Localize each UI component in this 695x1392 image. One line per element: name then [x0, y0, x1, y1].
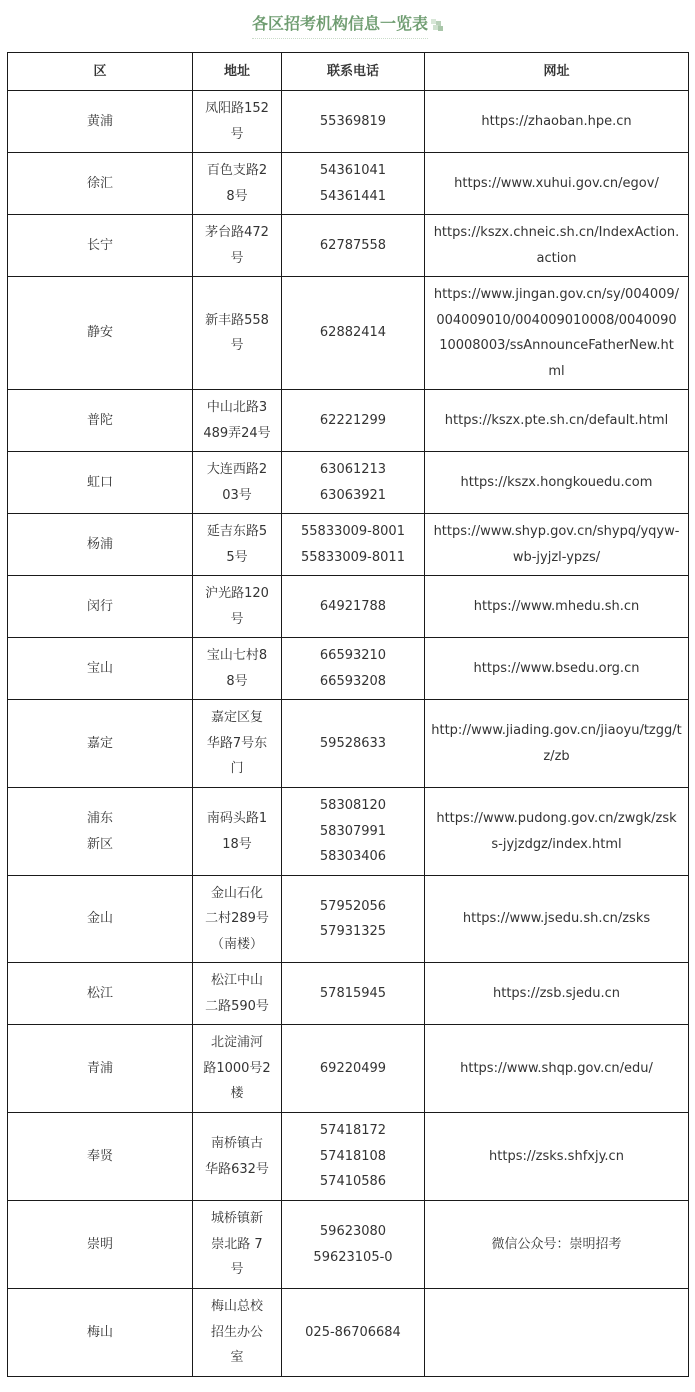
cell-phone-line: 58303406 — [319, 849, 387, 865]
cell-address-line: 489弄24号 — [203, 425, 271, 441]
cell-phone — [282, 576, 425, 638]
cell-district — [8, 452, 193, 514]
cell-district-line: 新区 — [86, 836, 113, 852]
cell-address-line: 号 — [230, 1262, 244, 1278]
cell-phone — [282, 390, 425, 452]
table-row — [8, 700, 689, 788]
cell-address-line: 沪光路120 — [205, 586, 269, 601]
cell-address — [193, 91, 282, 153]
table-row — [8, 91, 689, 153]
cell-address-line: 南码头路1 — [206, 811, 268, 826]
cell-website-line[interactable]: https://kszx.hongkouedu.com — [460, 474, 653, 490]
cell-address — [193, 153, 282, 215]
cell-address-line: 8号 — [226, 673, 248, 689]
cell-address-line: 大连西路2 — [206, 462, 268, 477]
cell-phone-line: 62221299 — [319, 412, 387, 428]
cell-website-line[interactable]: https://www.xuhui.gov.cn/egov/ — [454, 175, 659, 191]
cell-address-line: 茅台路472 — [205, 225, 269, 240]
cell-address — [193, 700, 282, 788]
cell-address-line: 5号 — [226, 549, 248, 565]
cell-phone-line: 66593208 — [319, 673, 387, 689]
header-address: 地址 — [193, 53, 282, 91]
cell-phone-line: 55833009-8011 — [301, 549, 405, 565]
cell-website-line[interactable]: https://www.pudong.gov.cn/zwgk/zsk — [436, 811, 677, 826]
cell-website[interactable] — [425, 638, 689, 700]
cell-district-line: 奉贤 — [86, 1148, 113, 1164]
cell-phone — [282, 788, 425, 876]
cell-website-line[interactable]: s-jyjzdgz/index.html — [491, 836, 622, 852]
cell-address-line: （南楼） — [210, 936, 263, 952]
cell-address-line: 号 — [230, 126, 244, 142]
cell-address — [193, 1025, 282, 1113]
cell-website[interactable] — [425, 1113, 689, 1201]
cell-phone-line: 57410586 — [319, 1174, 387, 1190]
cell-phone — [282, 215, 425, 277]
cell-address-line: 03号 — [222, 487, 252, 503]
cell-address-line: 门 — [230, 761, 244, 777]
cell-website-line[interactable]: 10008003/ssAnnounceFatherNew.ht — [439, 338, 674, 353]
cell-district-line: 松江 — [86, 985, 113, 1001]
header-district: 区 — [8, 53, 193, 91]
cell-address — [193, 638, 282, 700]
cell-district — [8, 390, 193, 452]
cell-district — [8, 1113, 193, 1201]
cell-district-line: 静安 — [86, 325, 113, 341]
cell-address-line: 二村289号 — [205, 911, 269, 927]
cell-phone-line: 57952056 — [319, 898, 387, 914]
cell-address-line: 号 — [230, 250, 244, 266]
cell-district — [8, 277, 193, 390]
cell-district — [8, 576, 193, 638]
cell-district — [8, 91, 193, 153]
cell-address-line: 中山北路3 — [206, 400, 268, 415]
cell-address-line: 嘉定区复 — [210, 710, 263, 726]
table-header-row — [8, 53, 689, 91]
cell-phone-line: 55833009-8001 — [301, 524, 405, 539]
cell-phone-line: 55369819 — [319, 113, 387, 129]
cell-address-line: 梅山总校 — [210, 1299, 263, 1315]
cell-phone — [282, 1201, 425, 1289]
cell-address-line: 路1000号2 — [203, 1060, 271, 1076]
cell-address — [193, 514, 282, 576]
cell-district — [8, 1201, 193, 1289]
cell-website-line[interactable]: https://kszx.pte.sh.cn/default.html — [444, 412, 669, 428]
cell-website[interactable] — [425, 514, 689, 576]
cell-address — [193, 1289, 282, 1377]
cell-website-line[interactable]: wb-jyjzl-ypzs/ — [512, 549, 601, 565]
cell-district-line: 普陀 — [86, 412, 113, 428]
cell-website[interactable] — [425, 153, 689, 215]
cell-address — [193, 1113, 282, 1201]
institution-table — [7, 52, 689, 1377]
cell-website-line[interactable]: https://www.shqp.gov.cn/edu/ — [460, 1060, 653, 1076]
cell-phone-line: 025-86706684 — [305, 1324, 401, 1340]
cell-district-line: 金山 — [86, 911, 113, 927]
cell-address-line: 华路632号 — [205, 1161, 269, 1177]
cell-address-line: 新丰路558 — [205, 312, 269, 328]
cell-address — [193, 452, 282, 514]
table-row — [8, 638, 689, 700]
table-row — [8, 788, 689, 876]
cell-district — [8, 700, 193, 788]
cell-phone-line: 62882414 — [319, 325, 387, 341]
cell-website[interactable] — [425, 215, 689, 277]
cell-phone — [282, 876, 425, 963]
cell-website-line[interactable]: ml — [548, 363, 565, 379]
cell-website-line[interactable]: https://www.jsedu.sh.cn/zsks — [462, 911, 651, 927]
cell-address-line: 招生办公 — [210, 1324, 263, 1340]
cell-phone — [282, 963, 425, 1025]
cell-website-line[interactable]: https://kszx.chneic.sh.cn/IndexAction. — [433, 225, 680, 240]
cell-district-line: 虹口 — [86, 474, 113, 490]
cell-website-line[interactable]: https://zhaoban.hpe.cn — [481, 113, 632, 129]
cell-website-line[interactable]: 004009010/004009010008/0040090 — [436, 312, 677, 328]
cell-address — [193, 788, 282, 876]
cell-district-line: 浦东 — [86, 811, 113, 826]
header-website: 网址 — [425, 53, 689, 91]
cell-phone-line: 57418108 — [319, 1148, 387, 1164]
title-bar — [0, 0, 695, 46]
cell-address — [193, 1201, 282, 1289]
cell-address-line: 城桥镇新 — [210, 1211, 263, 1227]
cell-district — [8, 638, 193, 700]
cell-phone-line: 59623105-0 — [313, 1249, 393, 1265]
cell-address-line: 金山石化 — [210, 885, 263, 901]
cell-phone-line: 54361441 — [319, 188, 387, 204]
cell-district — [8, 1025, 193, 1113]
cell-phone — [282, 514, 425, 576]
cell-address-line: 二路590号 — [205, 998, 269, 1014]
cell-website[interactable] — [425, 277, 689, 390]
table-row — [8, 514, 689, 576]
cell-district-line: 黄浦 — [86, 113, 113, 129]
cell-address-line: 崇北路 7 — [211, 1236, 263, 1252]
cell-district — [8, 153, 193, 215]
cell-address — [193, 215, 282, 277]
cell-website-line[interactable]: https://www.shyp.gov.cn/shypq/yqyw- — [433, 524, 680, 539]
cell-website[interactable] — [425, 576, 689, 638]
cell-phone — [282, 452, 425, 514]
cell-website-line[interactable]: z/zb — [543, 748, 570, 764]
cell-phone-line: 57931325 — [319, 924, 387, 939]
cell-phone — [282, 91, 425, 153]
cell-district-line: 青浦 — [86, 1060, 113, 1076]
cell-address — [193, 963, 282, 1025]
cell-address-line: 南桥镇古 — [210, 1136, 263, 1151]
cell-phone — [282, 1113, 425, 1201]
table-row — [8, 876, 689, 963]
cell-district-line: 梅山 — [86, 1324, 113, 1340]
page-title: 各区招考机构信息一览表 — [252, 11, 428, 39]
table-row — [8, 452, 689, 514]
cell-phone-line: 57815945 — [319, 985, 387, 1001]
cell-address-line: 楼 — [230, 1086, 244, 1102]
table-row — [8, 277, 689, 390]
cell-phone — [282, 638, 425, 700]
cell-district-line: 嘉定 — [86, 735, 113, 751]
cell-district-line: 徐汇 — [86, 175, 113, 191]
cell-phone — [282, 1025, 425, 1113]
cell-district-line: 宝山 — [86, 660, 113, 676]
cell-website[interactable] — [425, 963, 689, 1025]
cell-phone — [282, 700, 425, 788]
cell-website-line[interactable]: https://zsks.shfxjy.cn — [489, 1148, 624, 1164]
cell-address — [193, 277, 282, 390]
cell-website-line[interactable]: action — [536, 250, 577, 266]
cell-website[interactable] — [425, 876, 689, 963]
table-row — [8, 215, 689, 277]
cell-phone-line: 69220499 — [319, 1060, 387, 1076]
cell-address-line: 室 — [230, 1350, 244, 1366]
cell-district-line: 闵行 — [86, 598, 113, 614]
cell-district — [8, 514, 193, 576]
cell-phone — [282, 153, 425, 215]
cell-address — [193, 390, 282, 452]
cell-address-line: 号 — [230, 611, 244, 627]
cell-phone-line: 59528633 — [319, 735, 387, 751]
cell-phone-line: 59623080 — [319, 1224, 387, 1239]
cell-address-line: 凤阳路152 — [205, 101, 269, 116]
header-phone: 联系电话 — [282, 53, 425, 91]
cell-phone-line: 62787558 — [319, 237, 387, 253]
table-row — [8, 576, 689, 638]
cell-website[interactable] — [425, 1025, 689, 1113]
cell-phone-line: 54361041 — [319, 163, 387, 178]
cell-website-line[interactable]: https://www.mhedu.sh.cn — [473, 598, 640, 614]
cell-address-line: 宝山七村8 — [206, 648, 268, 663]
cell-address-line: 华路7号东 — [206, 735, 268, 751]
cell-address-line: 北淀浦河 — [210, 1035, 263, 1051]
title-decoration-icon — [431, 19, 443, 31]
cell-phone-line: 58308120 — [319, 798, 387, 814]
cell-district-line: 杨浦 — [86, 536, 113, 552]
cell-phone-line: 64921788 — [319, 598, 387, 614]
cell-phone — [282, 1289, 425, 1377]
cell-website — [425, 1201, 689, 1289]
cell-address — [193, 576, 282, 638]
cell-district — [8, 215, 193, 277]
cell-website-line[interactable]: https://www.bsedu.org.cn — [473, 660, 640, 676]
table-row — [8, 963, 689, 1025]
cell-address-line: 延吉东路5 — [206, 524, 268, 539]
cell-website[interactable] — [425, 452, 689, 514]
cell-website[interactable] — [425, 700, 689, 788]
table-row — [8, 153, 689, 215]
cell-district — [8, 963, 193, 1025]
cell-website-line[interactable]: https://www.jingan.gov.cn/sy/004009/ — [433, 287, 680, 302]
cell-phone-line: 66593210 — [319, 648, 387, 663]
cell-website — [425, 1289, 689, 1377]
cell-website-line: 微信公众号：崇明招考 — [491, 1236, 622, 1252]
table-row — [8, 1113, 689, 1201]
cell-phone-line: 57418172 — [319, 1123, 387, 1139]
cell-district — [8, 1289, 193, 1377]
table-row — [8, 1289, 689, 1377]
cell-website-line[interactable]: https://zsb.sjedu.cn — [493, 985, 620, 1001]
table-row — [8, 1201, 689, 1289]
cell-address-line: 百色支路2 — [206, 163, 268, 178]
cell-address-line: 18号 — [222, 836, 252, 852]
cell-district — [8, 788, 193, 876]
cell-district — [8, 876, 193, 963]
cell-phone — [282, 277, 425, 390]
cell-address — [193, 876, 282, 963]
table-row — [8, 1025, 689, 1113]
cell-address-line: 8号 — [226, 188, 248, 204]
cell-phone-line: 63061213 — [319, 462, 387, 477]
cell-district-line: 崇明 — [86, 1236, 113, 1252]
table-body — [8, 91, 689, 1377]
cell-website[interactable] — [425, 91, 689, 153]
cell-address-line: 松江中山 — [210, 973, 263, 988]
cell-phone-line: 63063921 — [319, 487, 387, 503]
cell-website-line[interactable]: http://www.jiading.gov.cn/jiaoyu/tzgg/t — [431, 723, 682, 738]
cell-website[interactable] — [425, 390, 689, 452]
cell-website[interactable] — [425, 788, 689, 876]
cell-phone-line: 58307991 — [319, 823, 387, 839]
table-row — [8, 390, 689, 452]
cell-district-line: 长宁 — [86, 237, 113, 253]
cell-address-line: 号 — [230, 338, 244, 353]
